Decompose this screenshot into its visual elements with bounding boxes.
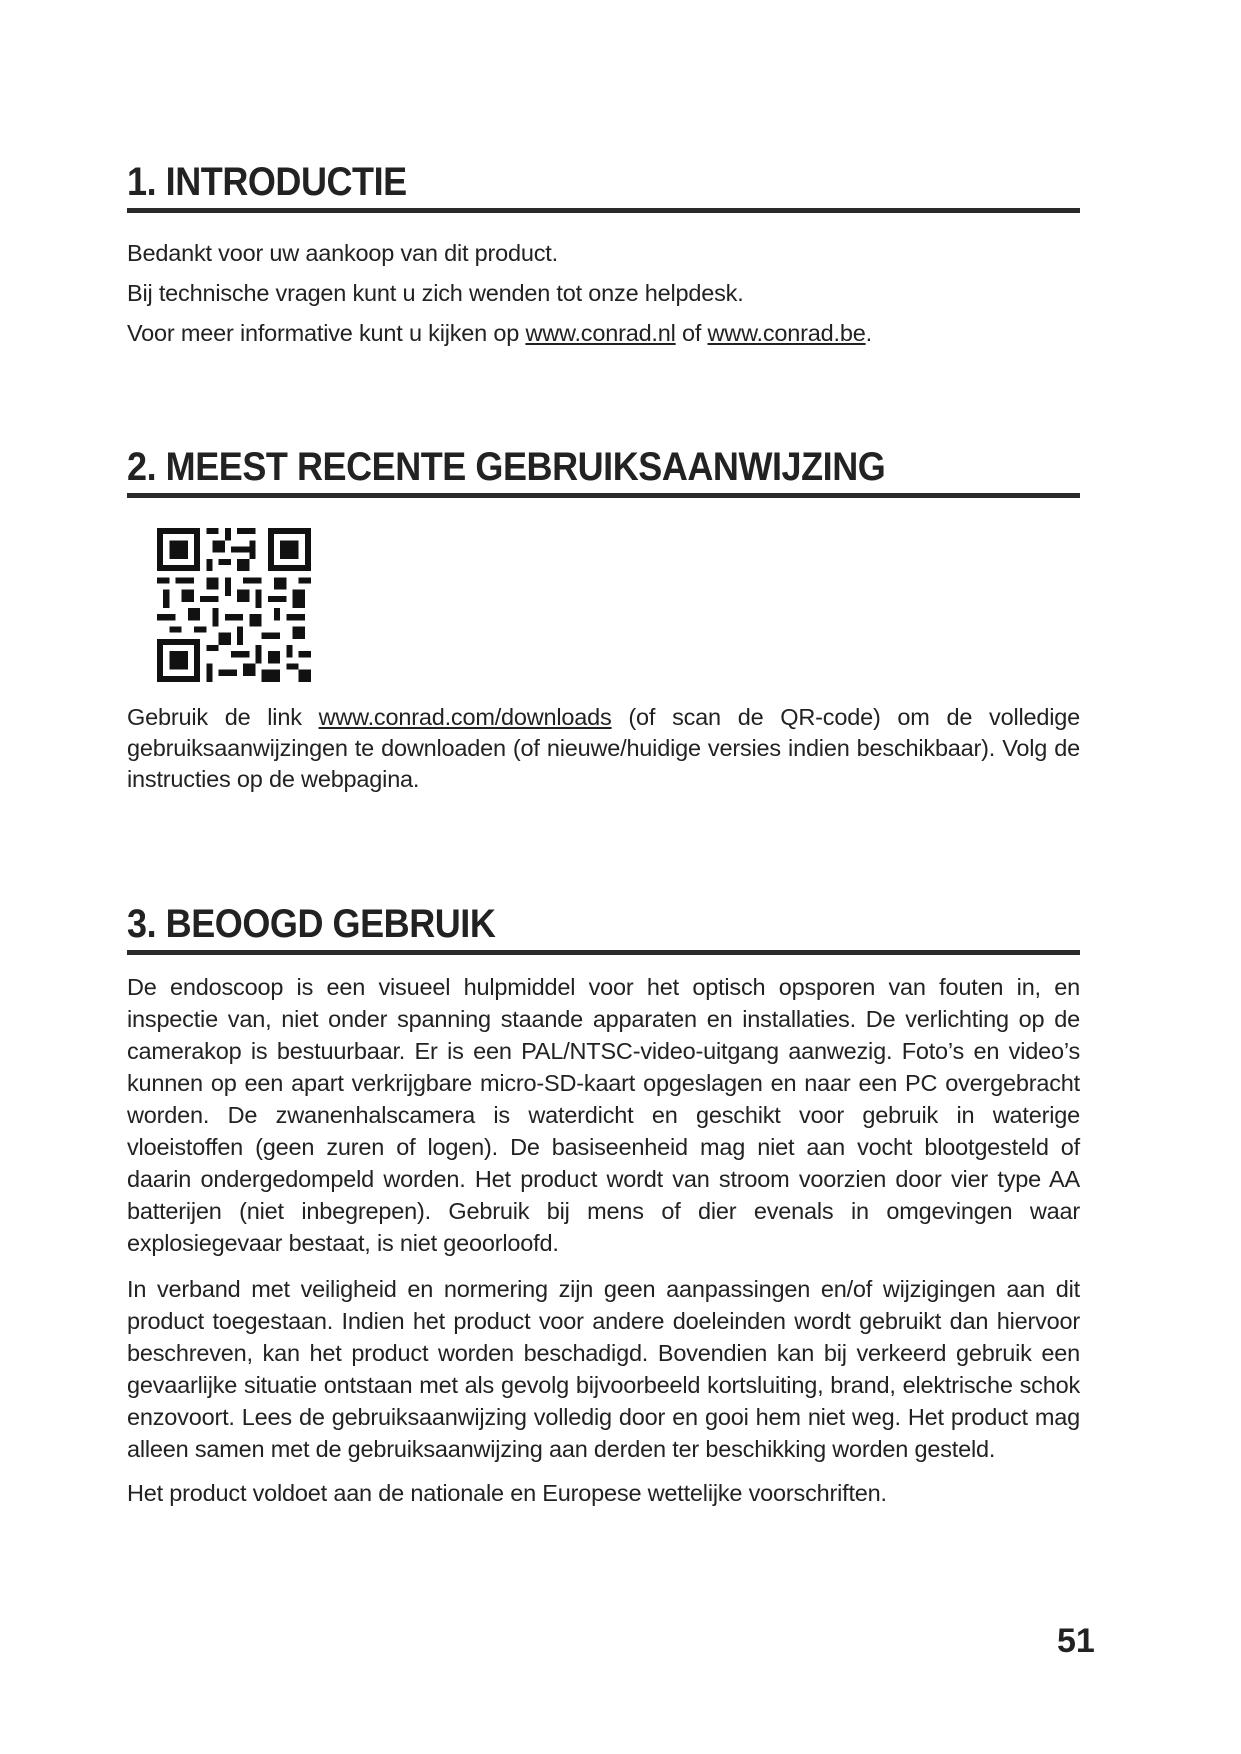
- intro-info-suffix: .: [865, 320, 872, 346]
- manual-download-text: [127, 702, 1080, 795]
- heading-introduction: 1. INTRODUCTIE: [127, 160, 407, 204]
- link-conrad-downloads[interactable]: www.conrad.com/downloads: [318, 704, 612, 730]
- intro-thanks-text: Bedankt voor uw aankoop van dit product.: [127, 240, 558, 266]
- manual-download-block: [127, 702, 1080, 795]
- intro-info-text: [127, 313, 1080, 353]
- heading-rule: [127, 950, 1080, 955]
- page-number: 51: [1057, 1622, 1095, 1660]
- intro-info-mid: of: [675, 320, 708, 346]
- qr-code-icon[interactable]: [157, 528, 311, 682]
- manual-text-prefix: Gebruik de link: [127, 704, 319, 730]
- intended-use-paragraph-1: De endoscoop is een visueel hulpmiddel voor het optisch opsporen van fouten in, en inspectie van, niet onder spanning staande apparaten en installaties. De verlichting op de camerakop is bestuurbaar. Er is een PAL/NTSC-video-uitgang aanwezig. Foto’s en video’s kunnen op een apart verkrijgbare micro-SD-kaart opgeslagen en naar een PC overgebracht worden. De zwanenhalscamera is waterdicht en geschikt voor gebruik in waterige vloeistoffen (geen zuren of logen). De basiseenheid mag niet aan vocht blootgesteld of daarin ondergedompeld worden. Het product wordt van stroom voorzien door vier type AA batterijen (niet inbegrepen). Gebruik bij mens of dier evenals in omgevingen waar explosiegevaar bestaat, is niet geoorloofd.: [127, 974, 1080, 1256]
- intended-use-paragraph-3: Het product voldoet aan de nationale en Europese wettelijke voorschriften.: [127, 1480, 887, 1506]
- link-conrad-nl[interactable]: www.conrad.nl: [525, 320, 676, 346]
- intended-use-paragraph-2: In verband met veiligheid en normering zijn geen aanpassingen en/of wijzigingen aan dit product toegestaan. Indien het product voor andere doeleinden wordt gebruikt dan hiervoor beschreven, kan het product worden beschadigd. Bovendien kan bij verkeerd gebruik een gevaarlijke situatie ontstaan met als gevolg bijvoorbeeld kortsluiting, brand, elektrische schok enzovoort. Lees de gebruiksaanwijzing volledig door en gooi hem niet weg. Het product mag alleen samen met de gebruiksaanwijzing aan derden ter beschikking worden gesteld.: [127, 1276, 1080, 1462]
- manual-text-suffix: (of scan de QR-code) om de volledige gebruiksaanwijzingen te downloaden (of nieuwe/huidige versies indien beschikbaar). Volg de instructies op de webpagina.: [127, 704, 1080, 792]
- heading-latest-manual: 2. MEEST RECENTE GEBRUIKSAANWIJZING: [127, 445, 886, 489]
- section-intended-use: [127, 900, 1080, 1509]
- section-latest-manual: [127, 443, 1080, 498]
- heading-rule: [127, 493, 1080, 498]
- intro-helpdesk-text: Bij technische vragen kunt u zich wenden tot onze helpdesk.: [127, 280, 744, 306]
- intro-info-prefix: Voor meer informative kunt u kijken op: [127, 320, 526, 346]
- heading-intended-use: 3. BEOOGD GEBRUIK: [127, 902, 496, 946]
- link-conrad-be[interactable]: www.conrad.be: [707, 320, 866, 346]
- heading-rule: [127, 208, 1080, 213]
- section-introduction: [127, 158, 1080, 353]
